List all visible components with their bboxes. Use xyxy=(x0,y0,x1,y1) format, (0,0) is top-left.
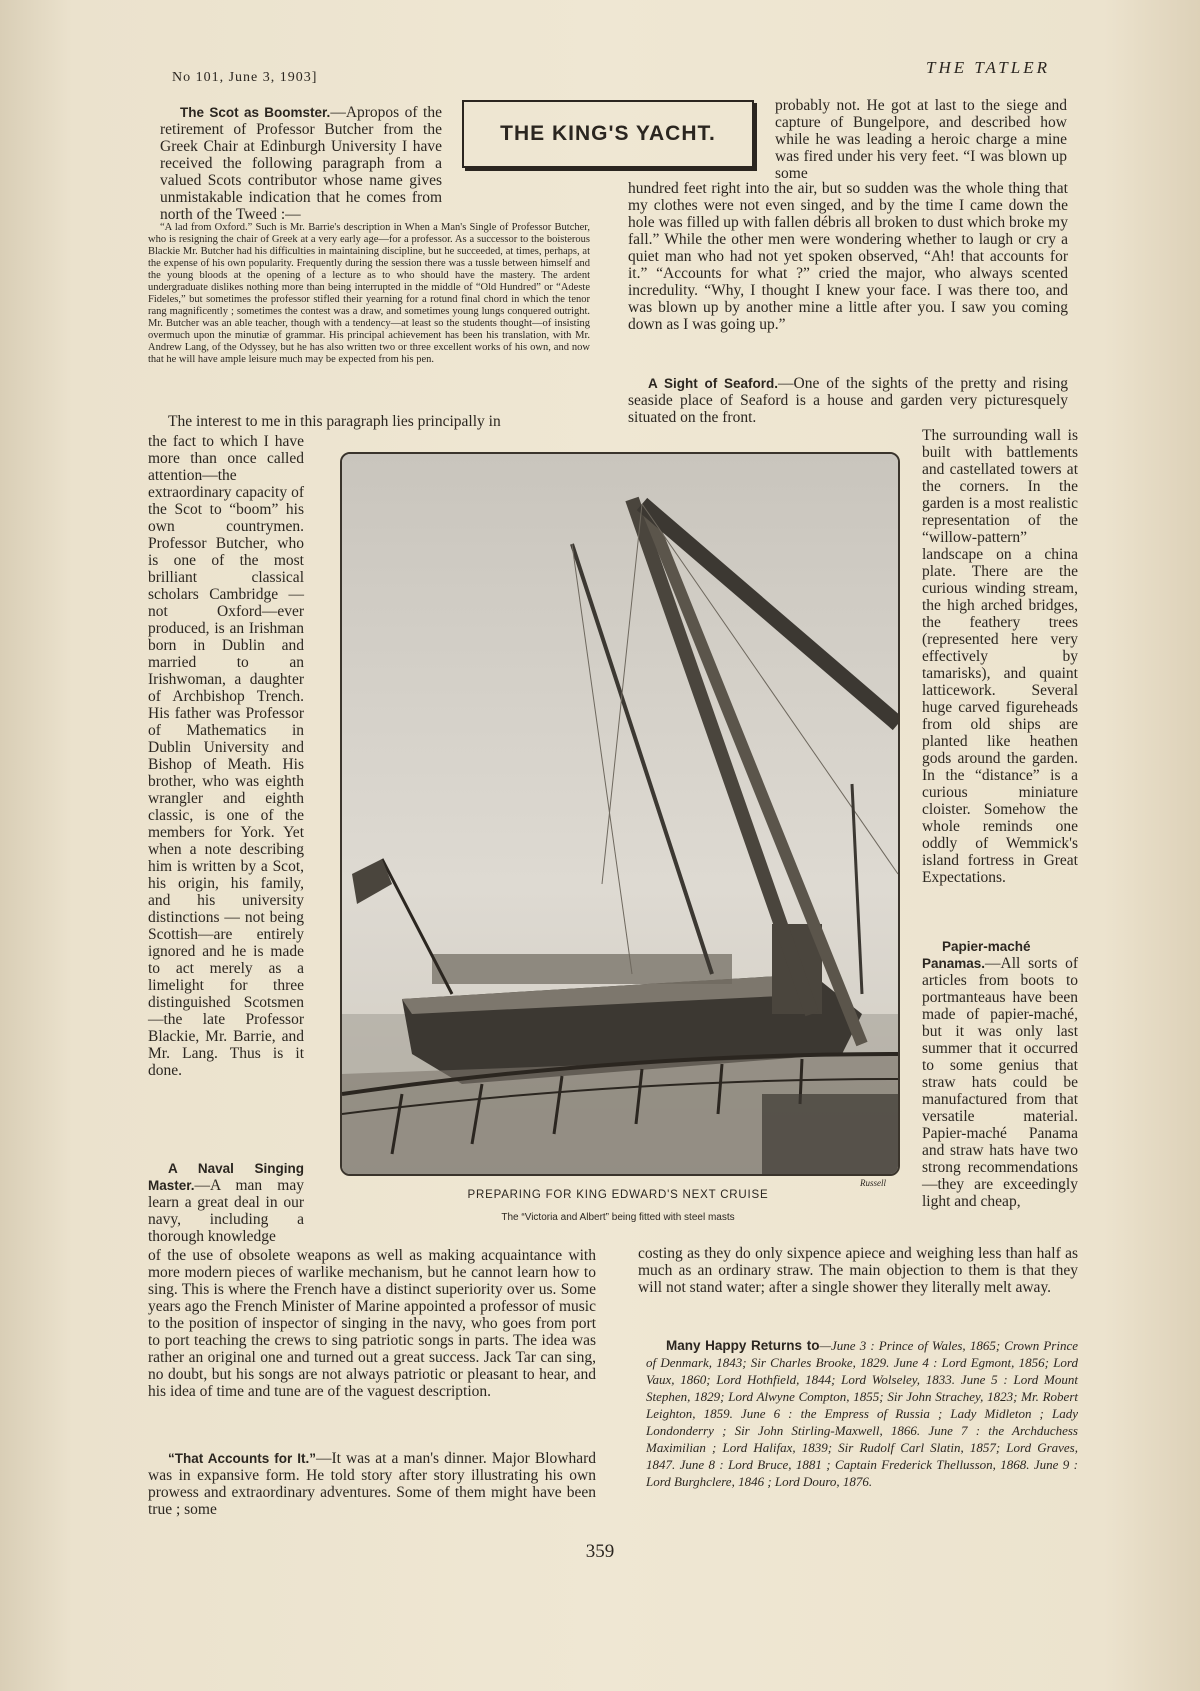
accounts-continued-narrow-text: probably not. He got at last to the siege and capture of Bungelpore, and described how while he was leading a heroic charge a mine was fired under his very feet. “I was blown up some xyxy=(775,97,1067,182)
accounts-text: —It was at a man's dinner. Major Blowhard was in expansive form. He told story after story illustrating his own prowess and extraordinary adventures. Some of them might have been true ; some xyxy=(148,1450,596,1518)
seaford-wide-paragraph xyxy=(628,375,1068,426)
scot-quote-block xyxy=(148,222,590,366)
naval-wide-text: of the use of obsolete weapons as well as making acquaintance with more modern pieces of warlike mechanism, but he cannot learn how to sing. This is where the French have a distinct superiority over us. Some years ago the French Minister of Marine appointed a professor of music to the position of inspector of singing in the navy, who goes from port to port teaching the crews to sing patriotic songs in parts. The idea was rather an original one and turned out a great success. Jack Tar can sing, no doubt, but his songs are not always patriotic or pleasant to hear, and his idea of time and tune are of the vaguest description. xyxy=(148,1247,596,1400)
papier-narrow-text: —All sorts of articles from boots to portmanteaus have been made of papier-maché, but it was only last summer that it occurred to some genius that straw hats could be manufactured from that versatile material. Papier-maché Panama and straw hats have two strong recommendations—they are exceedingly light and cheap, xyxy=(922,955,1078,1210)
yacht-illustration xyxy=(342,454,898,1174)
seaford-narrow-column xyxy=(922,427,1078,886)
papier-narrow-paragraph xyxy=(922,938,1078,1210)
photo-credit: Russell xyxy=(860,1178,886,1188)
accounts-paragraph xyxy=(148,1450,596,1518)
accounts-lead: “That Accounts for It.” xyxy=(168,1451,316,1466)
seaford-narrow-text: The surrounding wall is built with battlements and castellated towers at the corners. In the garden is a most realistic representation of the “willow-pattern” landscape on a china plate. There are the curious winding stream, the high arched bridges, the feathery trees (represented here very effectively by tamarisks), and quaint latticework. Several huge carved figureheads from old ships are planted like heathen gods around the garden. In the “distance” is a curious miniature cloister. Somehow the whole reminds one oddly of Wemmick's island fortress in Great Expectations. xyxy=(922,427,1078,886)
birthdays-paragraph xyxy=(646,1324,1078,1503)
scot-quote-text: “A lad from Oxford.” Such is Mr. Barrie's description in When a Man's Single of Professor Butcher, who is resigning the chair of Greek at a very early age—for a professor. As a successor to the boisterous Blackie Mr. Butcher had his difficulties in maintaining discipline, but he succeeded, at times, perhaps, at the expense of his own popularity. Frequently during the session there was a tussle between himself and the young bloods at the opening of a lecture as to who should have the mastery. The ardent undergraduate dislikes nothing more than being interrupted in the middle of “Old Hundred” or “Adeste Fideles,” but sometimes the professor stifled their yearning for a rotund final chord in which the tenor rang magnificently ; sometimes the contest was a draw, and sometimes young lungs conquered outright. Mr. Butcher was an able teacher, though with a tendency—at least so the students thought—of insisting overmuch upon the minutiæ of grammar. His principal achievement has been his translation, with Mr. Andrew Lang, of the Odyssey, but he has also written two or three excellent works of his own, and now that he will have ample leisure much may be expected from his pen. xyxy=(148,222,590,365)
naval-narrow-text: —A man may learn a great deal in our navy, including a thorough knowledge xyxy=(148,1177,304,1245)
scot-interest-text: The interest to me in this paragraph lies principally in xyxy=(168,413,501,430)
papier-wide-paragraph xyxy=(638,1245,1078,1296)
issue-info: No 101, June 3, 1903] xyxy=(172,70,318,85)
scot-narrow-column xyxy=(148,433,304,1079)
scot-intro-paragraph xyxy=(160,104,442,223)
papier-wide-text: costing as they do only sixpence apiece and weighing less than half as much as an ordinary straw. The main objection to them is that they will not stand water; after a single shower they literally melt away. xyxy=(638,1245,1078,1296)
yacht-photograph xyxy=(340,452,900,1176)
photo-caption: PREPARING FOR KING EDWARD'S NEXT CRUISE xyxy=(467,1189,769,1201)
naval-narrow-paragraph xyxy=(148,1160,304,1245)
birthdays-text: —June 3 : Prince of Wales, 1865; Crown Prince of Denmark, 1843; Sir Charles Brooke, 1829. June 4 : Lord Egmont, 1856; Lord Vaux, 1860; Lord Hothfield, 1844; Lord Wolseley, 1833. June 5 : Lord Mount Stephen, 1829; Lord Alwyne Compton, 1855; Sir John Strachey, 1823; Mr. Robert Leighton, 1859. June 6 : the Empress of Russia ; Lady Midleton ; Lady Londonderry ; Sir John Stirling-Maxwell, 1866. June 7 : the Archduchess Maximilian ; Lord Halifax, 1839; Sir Rudolf Carl Slatin, 1857; Lord Graves, 1847. June 8 : Lord Bruce, 1881 ; Captain Frederick Thellusson, 1868. June 9 : Lord Burghclere, 1846 ; Lord Douro, 1876. xyxy=(646,1338,1078,1489)
seaford-wide-text: —One of the sights of the pretty and rising seaside place of Seaford is a house and garden very picturesquely situated on the front. xyxy=(628,375,1069,426)
naval-wide-paragraph xyxy=(148,1247,596,1400)
seaford-lead: A Sight of Seaford. xyxy=(648,376,778,391)
accounts-continued-wide-text: hundred feet right into the air, but so sudden was the whole thing that my clothes were not even singed, and by the time I came down the hole was filled up with fallen débris all broken to dust which broke my fall.” While the other men were wondering whether to laugh or cry a quiet man who had not yet spoken observed, “Ah! that accounts for it.” “Accounts for what ?” cried the major, who always scented incredulity. “Why, I thought I knew your face. I was there too, and was blown up by another mine a little after you. I saw you coming down as I was going up.” xyxy=(628,180,1068,333)
accounts-continued-narrow xyxy=(775,97,1067,182)
birthdays-lead: Many Happy Returns to xyxy=(666,1338,820,1353)
magazine-title: THE TATLER xyxy=(926,58,1050,77)
naval-lead: A Naval Singing Master. xyxy=(148,1161,304,1193)
scot-interest-line xyxy=(148,413,590,430)
accounts-continued-wide xyxy=(628,180,1068,333)
page-number: 359 xyxy=(585,1541,615,1562)
papier-lead: Papier-maché Panamas. xyxy=(922,939,1031,971)
photo-subcaption: The “Victoria and Albert” being fitted with steel masts xyxy=(501,1212,735,1223)
scot-lead: The Scot as Boomster. xyxy=(180,105,331,120)
scot-narrow-text: the fact to which I have more than once called attention—the extraordinary capacity of the Scot to “boom” his own countrymen. Professor Butcher, who is one of the most brilliant classical scholars Cambridge —not Oxford—ever produced, is an Irishman born in Dublin and married to an Irishwoman, a daughter of Archbishop Trench. His father was Professor of Mathematics in Dublin University and Bishop of Meath. His brother, who was eighth wrangler and eighth classic, is one of the members for York. Yet when a note describing him is written by a Scot, his origin, his family, and his university distinctions — not being Scottish—are entirely ignored and he is made to act merely as a limelight for three distinguished Scotsmen—the late Professor Blackie, Mr. Barrie, and Mr. Lang. Thus is it done. xyxy=(148,433,304,1079)
article-title-box: THE KING'S YACHT. xyxy=(462,100,754,168)
scot-intro-text: —Apropos of the retirement of Professor Butcher from the Greek Chair at Edinburgh University I have received the following paragraph from a valued Scots contributor whose name gives unmistakable indication that he comes from north of the Tweed :— xyxy=(160,104,442,223)
